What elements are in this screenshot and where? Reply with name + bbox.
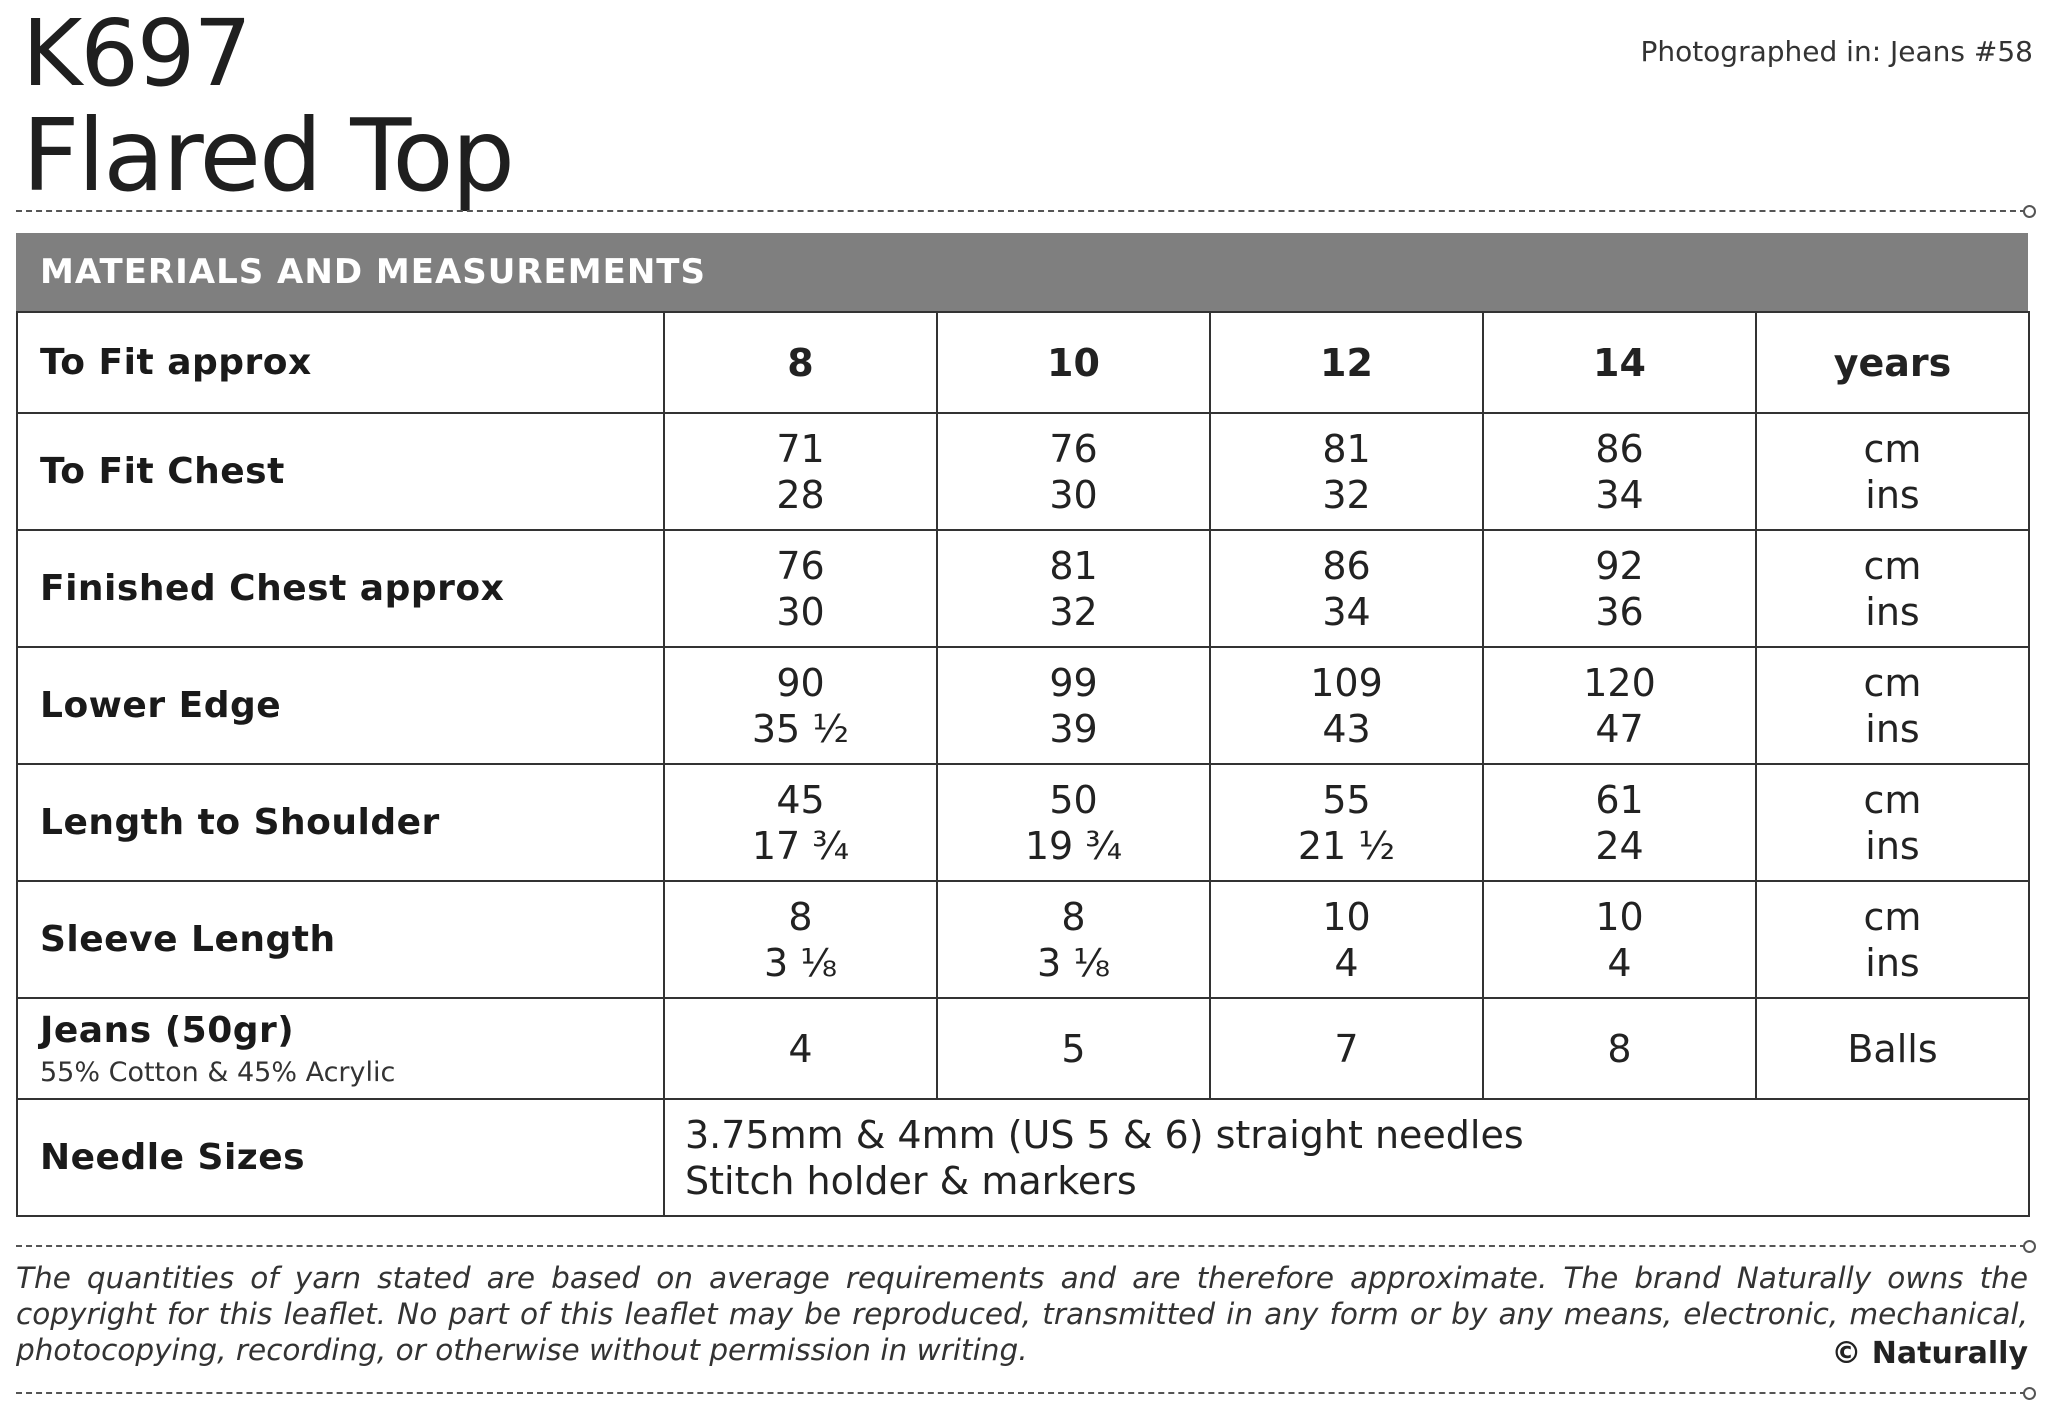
yarn-label-cell [17, 998, 664, 1099]
unit-cell: Balls [1756, 998, 2029, 1099]
ins-value: 4 [1334, 940, 1359, 985]
value-cell [664, 881, 937, 998]
ins-value: 47 [1595, 706, 1644, 751]
ins-value: 36 [1595, 589, 1644, 634]
cm-value: 99 [1049, 660, 1098, 705]
unit-top: cm [1863, 426, 1922, 471]
value-cell [1210, 764, 1483, 881]
table-row-sizes [17, 312, 2029, 413]
row-label: Length to Shoulder [17, 764, 664, 881]
needles-line-2: Stitch holder & markers [685, 1158, 1137, 1203]
value-cell [937, 413, 1210, 530]
row-label: Finished Chest approx [17, 530, 664, 647]
ins-value: 19 ¾ [1024, 823, 1123, 868]
value-cell [1483, 881, 1756, 998]
cm-value: 92 [1595, 543, 1644, 588]
pattern-code: K697 [22, 0, 250, 107]
row-label: Sleeve Length [17, 881, 664, 998]
ins-value: 34 [1322, 589, 1371, 634]
value-cell [1210, 413, 1483, 530]
cm-value: 50 [1049, 777, 1098, 822]
ins-value: 32 [1049, 589, 1098, 634]
value-cell [1210, 647, 1483, 764]
value-cell [1210, 881, 1483, 998]
cm-value: 45 [776, 777, 825, 822]
ins-value: 21 ½ [1297, 823, 1396, 868]
unit-bottom: ins [1865, 472, 1920, 517]
unit-cell [1756, 413, 2029, 530]
unit-top: cm [1863, 894, 1922, 939]
ins-value: 24 [1595, 823, 1644, 868]
ins-value: 17 ¾ [751, 823, 850, 868]
cm-value: 55 [1322, 777, 1371, 822]
ins-value: 3 ⅛ [763, 940, 838, 985]
unit-cell [1756, 530, 2029, 647]
ins-value: 3 ⅛ [1036, 940, 1111, 985]
divider-middle [16, 1245, 2026, 1247]
cm-value: 8 [788, 894, 813, 939]
row-label: Lower Edge [17, 647, 664, 764]
cm-value: 90 [776, 660, 825, 705]
balls-cell: 8 [1483, 998, 1756, 1099]
cm-value: 120 [1583, 660, 1656, 705]
cm-value: 76 [1049, 426, 1098, 471]
table-row-yarn [17, 998, 2029, 1099]
measurements-table [16, 311, 2030, 1217]
ins-value: 39 [1049, 706, 1098, 751]
yarn-composition: 55% Cotton & 45% Acrylic [40, 1056, 396, 1088]
row-label: To Fit approx [17, 312, 664, 413]
cm-value: 86 [1595, 426, 1644, 471]
ins-value: 30 [776, 589, 825, 634]
size-cell: 8 [664, 312, 937, 413]
value-cell [1483, 764, 1756, 881]
ins-value: 30 [1049, 472, 1098, 517]
unit-cell [1756, 881, 2029, 998]
table-row [17, 764, 2029, 881]
divider-bottom [16, 1392, 2026, 1394]
size-cell: 10 [937, 312, 1210, 413]
value-cell [1483, 413, 1756, 530]
unit-top: cm [1863, 660, 1922, 705]
row-label: To Fit Chest [17, 413, 664, 530]
table-row [17, 413, 2029, 530]
section-title: MATERIALS AND MEASUREMENTS [40, 252, 706, 292]
size-cell: 14 [1483, 312, 1756, 413]
row-label: Needle Sizes [17, 1099, 664, 1216]
unit-top: cm [1863, 777, 1922, 822]
cm-value: 61 [1595, 777, 1644, 822]
ins-value: 34 [1595, 472, 1644, 517]
unit-cell: years [1756, 312, 2029, 413]
unit-bottom: ins [1865, 940, 1920, 985]
photographed-in: Photographed in: Jeans #58 [1640, 35, 2033, 68]
table-row [17, 881, 2029, 998]
cm-value: 81 [1049, 543, 1098, 588]
value-cell [937, 764, 1210, 881]
unit-bottom: ins [1865, 589, 1920, 634]
cm-value: 10 [1322, 894, 1371, 939]
ins-value: 28 [776, 472, 825, 517]
value-cell [937, 530, 1210, 647]
balls-cell: 4 [664, 998, 937, 1099]
copyright: © Naturally [1831, 1336, 2028, 1371]
value-cell [1210, 530, 1483, 647]
cm-value: 76 [776, 543, 825, 588]
ins-value: 35 ½ [751, 706, 850, 751]
table-row [17, 530, 2029, 647]
balls-cell: 7 [1210, 998, 1483, 1099]
table-row [17, 647, 2029, 764]
ins-value: 4 [1607, 940, 1632, 985]
value-cell [937, 881, 1210, 998]
cm-value: 71 [776, 426, 825, 471]
needles-line-1: 3.75mm & 4mm (US 5 & 6) straight needles [685, 1112, 1524, 1157]
divider-top [16, 210, 2026, 212]
value-cell [1483, 647, 1756, 764]
value-cell [937, 647, 1210, 764]
unit-cell [1756, 647, 2029, 764]
disclaimer-text: The quantities of yarn stated are based on average requirements and are therefore approximate. The brand Naturally owns the copyright for this leaflet. No part of this leaflet may be reproduced, transmitted in any form or by any means, electronic, mechanical, photocopying, recording, or otherwise without permission in writing. [16, 1261, 2028, 1367]
needles-cell [664, 1099, 2029, 1216]
value-cell [664, 413, 937, 530]
size-cell: 12 [1210, 312, 1483, 413]
ins-value: 43 [1322, 706, 1371, 751]
cm-value: 81 [1322, 426, 1371, 471]
cm-value: 10 [1595, 894, 1644, 939]
ins-value: 32 [1322, 472, 1371, 517]
value-cell [1483, 530, 1756, 647]
unit-bottom: ins [1865, 823, 1920, 868]
value-cell [664, 764, 937, 881]
value-cell [664, 647, 937, 764]
yarn-label: Jeans (50gr) [40, 1009, 295, 1051]
unit-cell [1756, 764, 2029, 881]
balls-cell: 5 [937, 998, 1210, 1099]
unit-bottom: ins [1865, 706, 1920, 751]
pattern-title: Flared Top [22, 97, 514, 214]
cm-value: 109 [1310, 660, 1383, 705]
cm-value: 8 [1061, 894, 1086, 939]
table-row-needles [17, 1099, 2029, 1216]
section-header [16, 233, 2028, 311]
value-cell [664, 530, 937, 647]
cm-value: 86 [1322, 543, 1371, 588]
unit-top: cm [1863, 543, 1922, 588]
